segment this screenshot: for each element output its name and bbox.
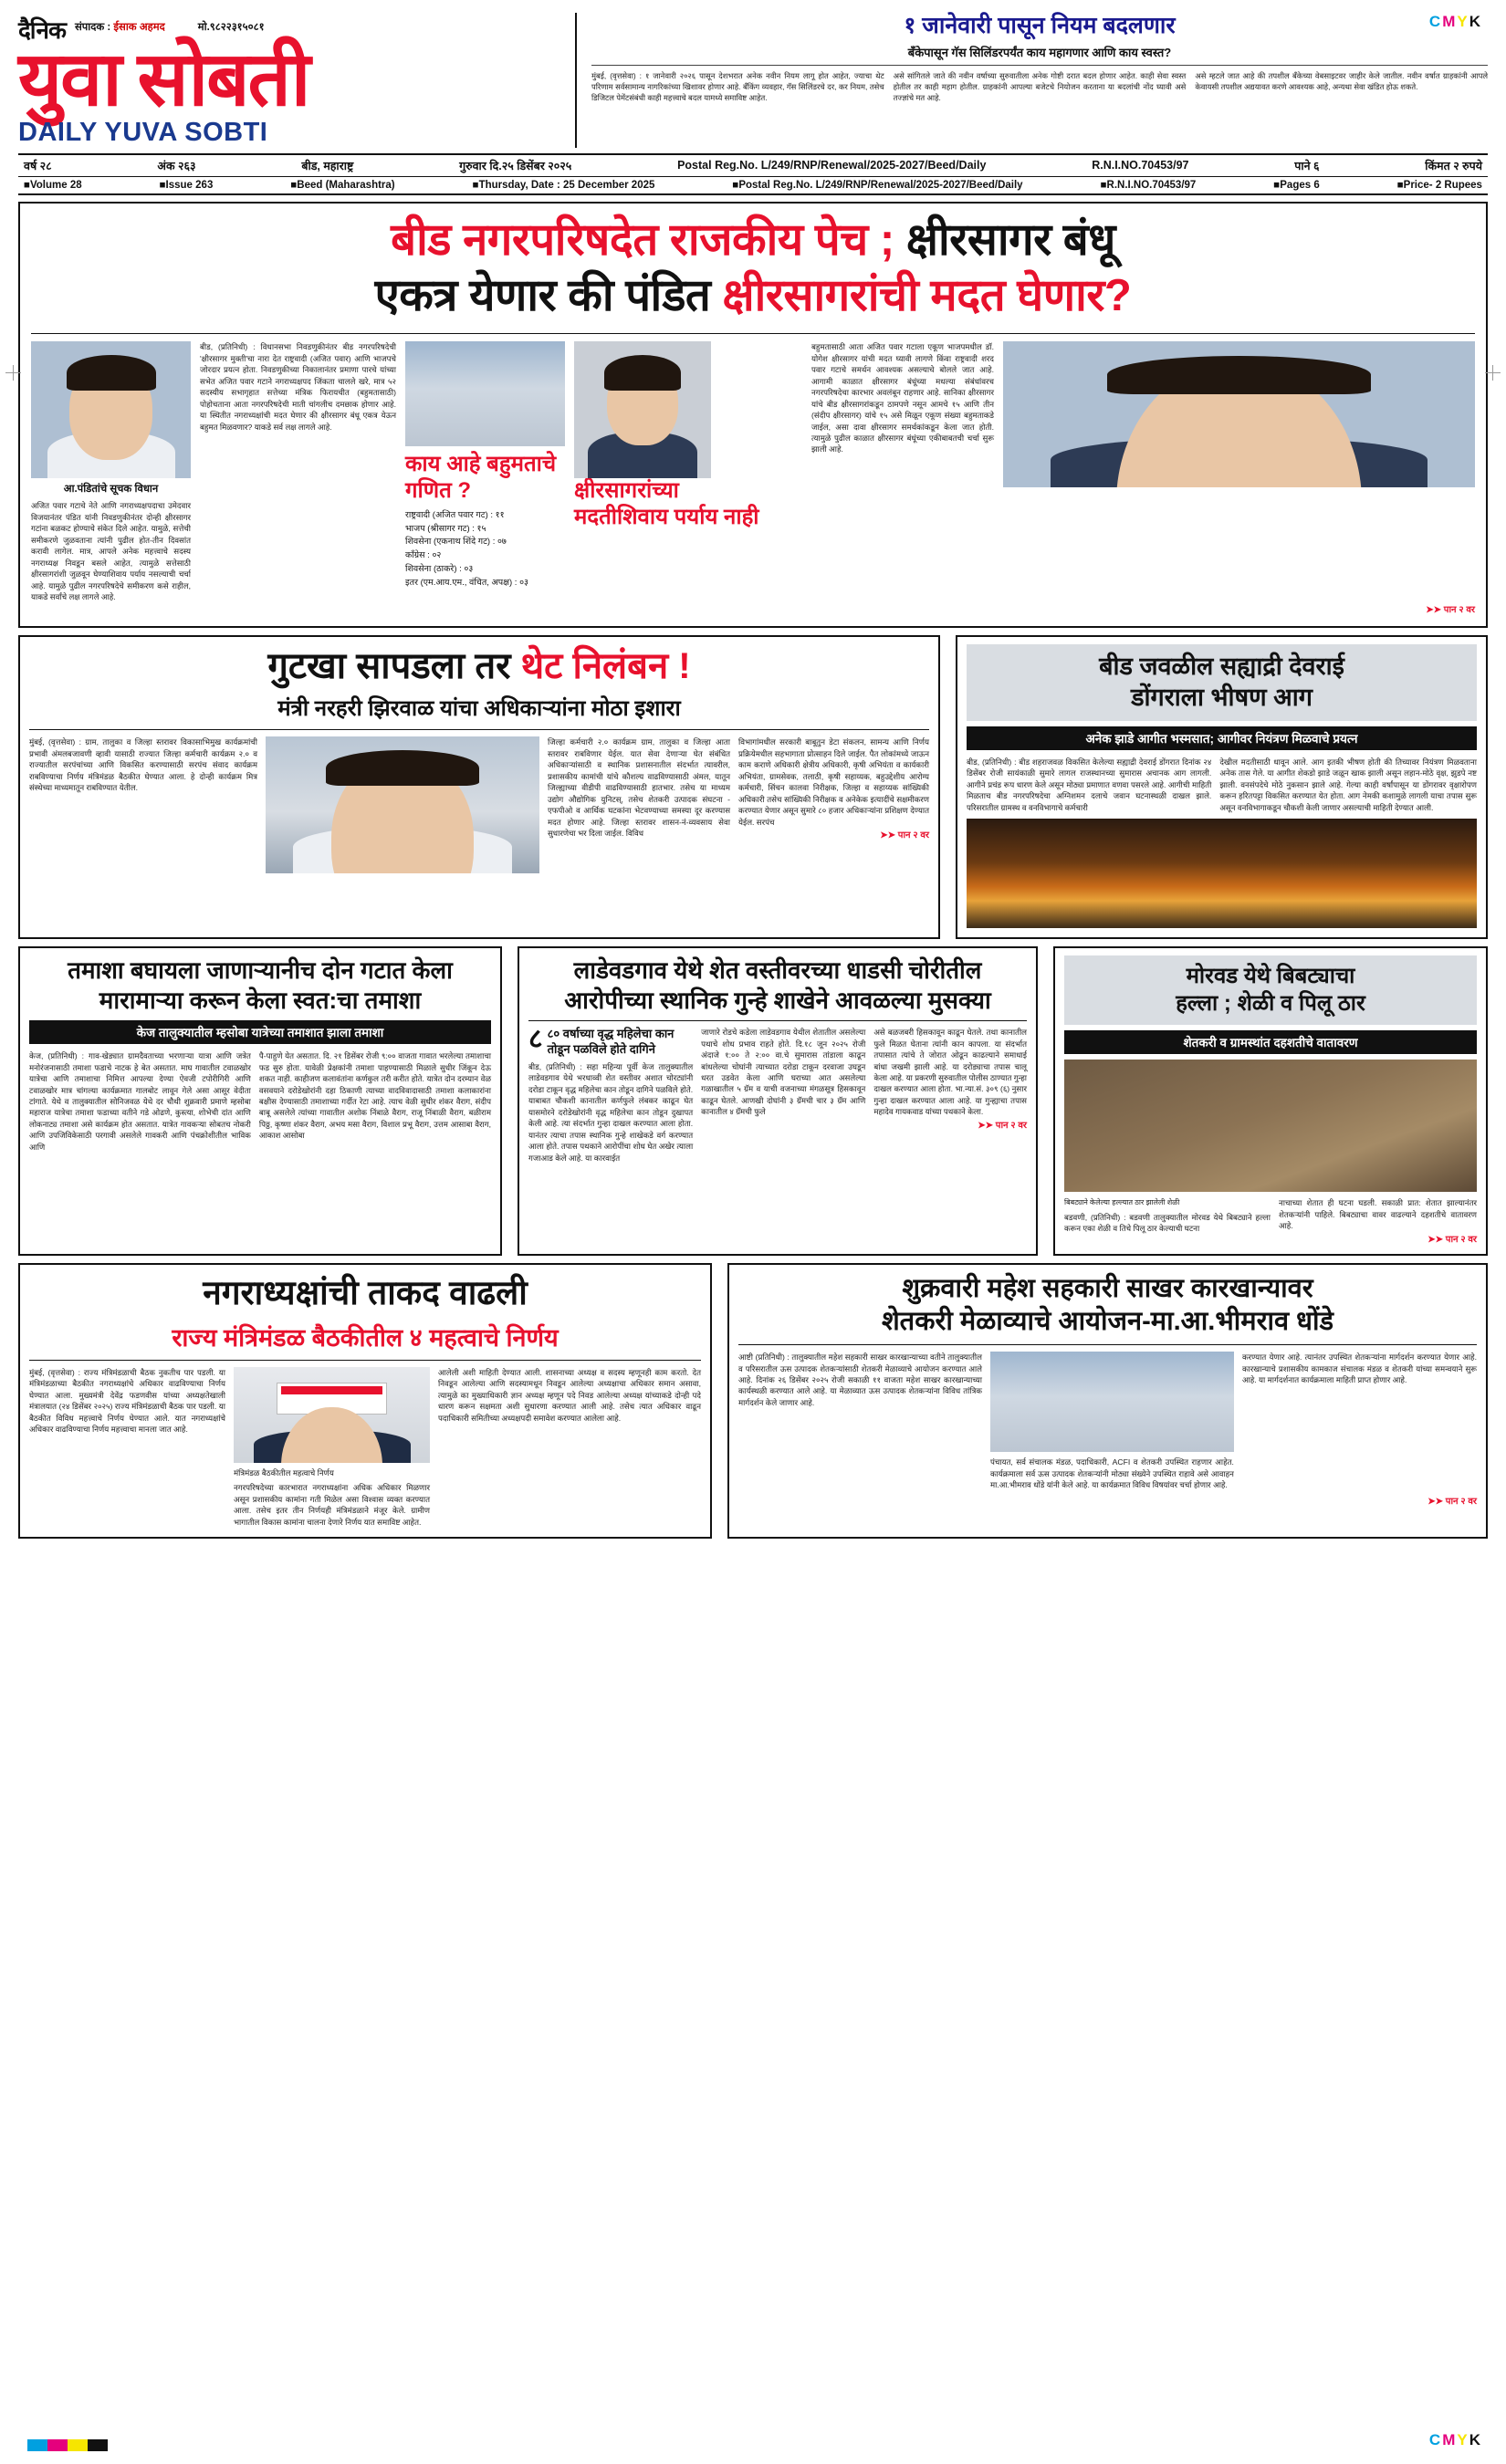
masthead-brand (18, 13, 566, 148)
masthead-title-mr: युवा सोबती (18, 37, 309, 121)
morwad-story (1053, 946, 1488, 1255)
lead-text-b: अजित पवार गटाचे नेते आणि नगराध्यक्षपदाचा उमेदवार विजयानंतर पंडित यांनी निवडणुकीनंतर दोन्ही क्षीरसागर गटांना बळकट होण्याचे संकेत दिले आहेत. यामुळे, सत्तेची समीकरणे जुळवताना त्यांनी पुढील होत-तीन दिवसांत करावी लागेल. मात्र, आपले अनेक महत्त्वाचे सदस्य नगराध्यक्ष निवडून बसले आहेत, त्यामुळे सत्तेसाठी क्षीरसागरांशी जुळवून घेण्याशिवाय पर्याय नसल्याची चर्चा आहे. यामुळे पुढील नगरपरिषदेचे समीकरण कसे राहील, याकडे सर्वांचे लक्ष लागले आहे. (31, 501, 191, 601)
lead-text-c: बहुमतासाठी आता अजित पवार गटाला एकूण भाजपमधील डॉ. योगेश क्षीरसागर यांची मदत घ्यावी लागणे किंवा राष्ट्रवादी शरद पवार गटाचे समर्थन आवश्यक असल्याचे बोलले जात आहे. आगामी काळात क्षीरसागर बंधूंच्या मधल्या संबंधांवरच नगरपरिषदेचा कारभार अवलंबून राहणार आहे. सानिका क्षीरसागर यांचे बीड क्षीरसागरांकडून ठामपणे नसून आमचे १५ आणि तीन (संदीप क्षीरसागर) यांचे १५ असे मिळून एकूण संख्या बहुमताकडे जाईल, असा दावा क्षीरसागर समर्थकांकडून केला जात होती. त्यामुळे पुढील काळात क्षीरसागर बंधूंच्या एकीबाबतची चर्चा सुरू झाली आहे. (811, 342, 994, 454)
strip-rni-en: ■R.N.I.NO.70453/97 (1100, 179, 1197, 191)
morwad-caption: बिबट्याने केलेल्या हल्ल्यात ठार झालेली शेळी (1064, 1198, 1180, 1207)
side-story-col1: मुंबई, (वृत्तसेवा) : १ जानेवारी २०२६ पासून देशभरात अनेक नवीन नियम लागू होत आहेत, ज्याचा थेट परिणाम सर्वसामान्य नागरिकांच्या खिशावर होणार आहे. बँकिंग व्यवहार, गॅस सिलिंडरचे दर, कर नियम, तसेच डिजिटल पेमेंटसंबंधी काही महत्त्वाचे बदल यामध्ये समाविष्ट आहेत. (591, 70, 884, 102)
sugar-headline-2: शेतकरी मेळाव्याचे आयोजन-मा.आ.भीमराव धोंडे (881, 1306, 1334, 1336)
math-box-heading: काय आहे बहुमताचे गणित ? (405, 452, 557, 504)
strip-postal-en: ■Postal Reg.No. L/249/RNP/Renewal/2025-2027/Beed/Daily (732, 179, 1023, 191)
nagaradhyaksh-col3: आलेली अशी माहिती देण्यात आली. शासनाच्या अध्यक्ष व सदस्य म्हणूनही काम करतो. देत निवडून आलेल्या आणि सदस्यामधून निवडून आलेल्या अध्यक्षाचा अधिकार समान असावा, त्यामुळे का मुख्याधिकारी ज्ञान अध्यक्ष म्हणून पदे निवड आलेल्या अध्यक्ष यांच्याकडे दोन्ही पदे धारण करून सक्षमता अशी सुधारणा करण्यात आली आहे. तसेच त्यात अधिकार वाढून पदाधिकारी समितीच्या अध्यक्षपदी समावेश करण्यात आलेला आहे. (438, 1367, 701, 1423)
strip-price-en: ■Price- 2 Rupees (1396, 179, 1482, 191)
editor-credit (75, 20, 165, 34)
math-line-5: शिवसेना (ठाकरे) : ०३ (405, 563, 474, 574)
lead-left-caption: आ.पंडितांचे सूचक विधान (63, 484, 159, 496)
nagaradhyaksh-subhead: राज्य मंत्रिमंडळ बैठकीतील ४ महत्वाचे निर्णय (172, 1323, 559, 1352)
tamasha-story (18, 946, 502, 1255)
theft-col2: जाणारे रोडचे कडेला लाडेवडगाव येथील शेतातील असलेल्या पथाचे शोध प्रभाव राहते होते. दि.१८ जून २०२५ रोजी अंदाजे १:०० ते २:०० वा.चे सुमारास तांडाला काढून बांधलेल्या चोघांनी त्याच्यात दरोडा टाकून दरवाजा उघडून धरत उडवेत केला आणि घराच्या आत असलेल्या गळाखातील ५ ग्रॅम व याची वजनाच्या मंगळसूत्र हिसकावून काढून घेतले. आणखी दोघांनी ३ ग्रॅमची चार ३ ग्रॅम आणि कानातील ४ ग्रॅमची फुले (701, 1028, 866, 1117)
math-line-3: शिवसेना (एकनाथ शिंदे गट) : ०७ (405, 537, 507, 548)
cmyk-c: C (1428, 13, 1443, 30)
sugar-headline-1: शुक्रवारी महेश सहकारी साखर कारखान्यावर (902, 1273, 1313, 1303)
portrait-kshirsagar-2 (1003, 341, 1475, 487)
side-story-col2: असे सांगितले जाते की नवीन वर्षाच्या सुरुवातीला अनेक गोष्टी दरात बदल होणार आहेत. काही सेवा स्वस्त होतील तर काही महाग होतील. ग्राहकांनी आपल्या बजेटचे नियोजन करताना या बदलांची नोंद घ्यावी असे तज्ज्ञांचे मत आहे. (893, 70, 1187, 102)
fire-kicker: अनेक झाडे आगीत भस्मसात; आगीवर नियंत्रण मिळवाचे प्रयत्न (967, 726, 1477, 750)
right-head-1: क्षीरसागरांच्या (574, 478, 679, 504)
math-line-2: भाजप (श्रीसागर गट) : १५ (405, 523, 486, 534)
lead-headline (31, 213, 1475, 325)
registration-mark (5, 365, 21, 381)
theft-headline-2: आरोपीच्या स्थानिक गुन्हे शाखेने आवळल्या मुसक्या (564, 986, 991, 1014)
strip-rni-mr: R.N.I.NO.70453/97 (1092, 159, 1189, 172)
nagaradhyaksh-col1: मुंबई, (वृत्तसेवा) : राज्य मंत्रिमंडळाची बैठक नुकतीच पार पडली. या मंत्रिमंडळाच्या बैठकीत नगराध्यक्षांचे अधिकार वाढविण्याचा निर्णय घेण्यात आला. मुख्यमंत्री देवेंद्र फडणवीस यांच्या अध्यक्षतेखाली मंत्रालयात (२४ डिसेंबर २०२५) राज्य मंत्रिमंडळाची बैठक पार पडली. या बैठकीत विविध महत्त्वाचे निर्णय घेण्यात आले. यात नगराध्यक्षांचे अधिकार वाढविण्याचा निर्णय महत्त्वाचा मानला जात आहे. (29, 1367, 225, 1435)
sugar-story (727, 1263, 1488, 1540)
lead-col-e (1003, 341, 1475, 602)
lead-col-a (200, 341, 396, 602)
fire-story (956, 635, 1488, 939)
strip-place-mr: बीड, महाराष्ट्र (301, 159, 354, 172)
morwad-headline-1: मोरवड येथे बिबट्याचा (1186, 964, 1355, 989)
theft-headline (528, 955, 1027, 1015)
lead-headline-1b: क्षीरसागर बंधू (905, 214, 1115, 265)
morwad-continued: ➤➤ पान २ वर (1428, 1234, 1477, 1245)
morwad-col2: नाचाच्या शेतात ही घटना घडली. सकाळी प्रात: शेतात झाल्यानंतर शेतकऱ्यांनी पाहिले. बिबट्याचा वावर वाढल्याने दहशतीचे वातावरण आहे. (1279, 1198, 1477, 1231)
sugar-headline (738, 1272, 1477, 1339)
tamasha-col1: केज, (प्रतिनिधी) : गाव-खेड्यात ग्रामदैवताच्या भरणाऱ्या यात्रा आणि जत्रेत मनोरंजनासाठी तमाशा फडाचे नाटक हे बेत असतात. माघ गावातील टवाळखोर यात्रेचा आणि तमाशाचा निमित्त आपल्या देण्या ऐवजी टपोरीगिरी आणि टवाळखोर मात्र चांगल्या कार्यक्रमात गालबोट लावून गेले असा आसूर वेदीता टांगाते. येथे व तालुक्यातील सोनिजवळ येथे दर चौथी शुक्रवारी प्रमाणे म्हसोबा महाराज यात्रेचा तमाशा फडाच्या वतीने गडे ओढणे, कुस्त्या, शोभेची दांत आणि लोकनाट्य तमाशा असे कार्यक्रम होत असतात. यात्रेत गावकऱ्या सोबतच नोकरी आणि उपजिविकेसाठी परगावी असलेले गावकरी आणि पंचक्रोशीतील भाविक आणि (29, 1051, 251, 1152)
photo-cabinet-meeting (234, 1367, 430, 1463)
tamasha-headline-1: तमाशा बघायला जाणाऱ्यानीच दोन गटात केला (68, 956, 453, 985)
masthead-side-story (575, 13, 1488, 148)
nagaradhyaksh-story (18, 1263, 712, 1540)
theft-headline-1: लाडेवडगाव येथे शेत वस्तीवरच्या धाडसी चोरीतील (573, 956, 982, 985)
theft-col3: असे बळजबरी हिसकावून काढून घेतले. तथा कानातील फुले मिळत घेताना त्यांनी कान कापला. या संदर्भात तपासात त्यांचे ते जोरात ओढून काढल्याने समाधाई बांधा जखमी झाली आहे. या दरोड्याचा तपास चालू केला आहे. या प्रकरणी सुरुवातील पोलीस ठाण्यात गुन्हा दाखल करण्यात आला होता. भा.न्या.सं. ३०९ (६) नुसार गुन्हा दाखल करण्यात आला आहे. या गुन्ह्याचा तपास महादेव गायकवाड यांच्या पथकाने केला. (873, 1028, 1027, 1117)
strip-volume-mr: वर्ष २८ (24, 159, 52, 172)
gutkha-story (18, 635, 940, 939)
portrait-kshirsagar-1 (574, 341, 711, 478)
lead-story (18, 202, 1488, 629)
fire-col2: देखील मदतीसाठी धावून आले. आग इतकी भीषण होती की तिच्यावर नियंत्रण मिळवताना अनेक तास गेले. या आगीत शेकडो झाडे जळून खाक झाली असून लहान-मोठे वृक्ष, झुडपे नष्ट झाली. वनसंपदेचे मोठे नुकसान झाले आहे. गेल्या काही वर्षांपासून या डोंगरावर वृक्षारोपण करून हरितपट्टा विकसित करण्यात येत होता. आग नेमकी कशामुळे लागली याचा तपास सुरू असून वनविभागाकडून चौकशी केली जाणार असल्याची माहिती देण्यात आली. (1219, 757, 1477, 812)
gutkha-headline-b: थेट निलंबन ! (520, 646, 691, 687)
lead-col-b (405, 341, 565, 602)
gutkha-col1: मुंबई, (वृत्तसेवा) : ग्राम, तालुका व जिल्हा स्तरावर विकासाभिमुख कार्यक्रमांची प्रभावी अंमलबजावणी व्हावी यासाठी राज्यात जिल्हा कर्मचारी कार्यक्रम २.० व राज्यातील सरपंचांच्या आणि विकसित करण्यासाठी सरपंच संवाद कार्यक्रम राबविण्याचा निर्णय मंत्रिमंडळ बैठकीत घेण्यात आला. हे दोन्ही कार्यक्रम मित्र संस्थेच्या माध्यमातून राबविण्यात येतील. (29, 737, 257, 793)
registration-mark (1485, 365, 1501, 381)
morwad-headline (1064, 955, 1477, 1025)
strip-place-en: ■Beed (Maharashtra) (290, 179, 395, 191)
lead-continued: ➤➤ पान २ वर (1426, 605, 1475, 616)
fire-headline (967, 644, 1477, 721)
math-line-1: राष्ट्रवादी (अजित पवार गट) : ११ (405, 509, 505, 520)
side-story-col3: असे म्हटले जात आहे की तपशील बँकेच्या वेबसाइटवर जाहीर केले जातील. नवीन वर्षात ग्राहकांनी आपले केवायसी तपशील अद्ययावत करणे आवश्यक आहे, अन्यथा सेवा खंडित होऊ शकते. (1195, 70, 1489, 91)
morwad-kicker: शेतकरी व ग्रामस्थांत दहशतीचे वातावरण (1064, 1030, 1477, 1054)
editor-label: संपादक : (74, 22, 111, 33)
photo-minister-zirwal (266, 736, 539, 873)
cmyk-y: Y (1457, 13, 1469, 30)
brand-dainik: दैनिक (18, 17, 66, 44)
gutkha-subhead: मंत्री नरहरी झिरवाळ यांचा अधिकाऱ्यांना मोठा इशारा (277, 696, 681, 722)
gutkha-col3: विभागांमधील सरकारी बाबूतुन डेटा संकलन, सामन्य आणि निर्णय प्रक्रियेमधील सहभागाता प्रोत्साहन दिले जाईल. पैत लोकांमध्ये जाऊन काम कराणे अधिकारी क्षेत्रीय अधिकारी, कृषी अभियंता व कार्यकारी अभियंता, ग्रामसेवक, तलाठी, कृषी सहाय्यक, बहुउद्देशीय आरोग्य कर्मचारी, सिंचन कालवा निरीक्षक, जिल्हा व सहाय्यक सांख्यिकी अधिकारी तसेच सांख्यिकी निरीक्षक व अनेकेक इत्यादींचे सक्षमीकरण करण्यात येणार असून सुमारे ८० हजार अधिकाऱ्यांना प्रशिक्षण देण्यात येईल. सरपंच (738, 737, 929, 827)
fire-headline-2: डोंगराला भीषण आग (1131, 684, 1313, 712)
strip-pages-en: ■Pages 6 (1273, 179, 1320, 191)
nagaradhyaksh-headline: नगराध्यक्षांची ताकद वाढली (203, 1273, 528, 1311)
fire-headline-1: बीड जवळील सह्याद्री देवराई (1099, 653, 1344, 681)
morwad-col1: बडवणी, (प्रतिनिधी) : बडवणी तालुक्यातील मोरवड येथे बिबट्याने हल्ला करून एका शेळी व तिचे पिलू ठार केल्याची घटना (1064, 1212, 1271, 1234)
math-line-4: काँग्रेस : ०२ (405, 550, 442, 561)
strip-volume-en: ■Volume 28 (24, 179, 82, 191)
strip-date-mr: गुरुवार दि.२५ डिसेंबर २०२५ (459, 159, 572, 172)
strip-postal-mr: Postal Reg.No. L/249/RNP/Renewal/2025-2027/Beed/Daily (677, 159, 987, 172)
cmyk-m: M (1442, 13, 1458, 30)
lead-headline-2b: क्षीरसागरांची मदत घेणार? (722, 271, 1132, 321)
theft-lead: ८ ८० वर्षाच्या वृद्ध महिलेचा कान तोडून पळविले होते दागिने (528, 1024, 675, 1057)
cmyk-k: K (1469, 13, 1482, 30)
side-story-headline: १ जानेवारी पासून नियम बदलणार (904, 13, 1176, 38)
lead-text-a: बीड, (प्रतिनिधी) : विधानसभा निवडणुकीनंतर बीड नगरपरिषदेची 'क्षीरसागर मुक्ती'चा नारा देत राष्ट्रवादी (अजित पवार) आणि भाजपचे जोरदार प्रयत्न होता. निवडणुकीच्या निकालानंतर प्रमाणा पारचे यांच्या सभेत अजित पवार गटाने नगराध्यक्षपद जिंकता चालले खरे, मात्र ५२ सदस्यीय सभागृहात सत्तेच्या मंत्रिक फिरायचीत (बहुमतासाठी) पोहोचताना आता नगरपरिषदेची माती चांगलीच दमछाक होणार आहे. या स्थितीत नगराध्यक्षांची मदत घेणार की क्षीरसागर बंधू एकत्र येऊन बहुमत मिळवणार? याकडे सर्व लक्ष लागले आहे. (200, 342, 396, 432)
photo-municipal-building (405, 341, 565, 446)
lead-headline-2a: एकत्र येणार की पंडित (374, 271, 723, 321)
photo-sugar-factory (990, 1352, 1234, 1452)
lead-col-c (574, 341, 802, 602)
editor-name: ईसाक अहमद (113, 22, 165, 33)
strip-issue-mr: अंक २६३ (157, 159, 196, 172)
strip-price-mr: किंमत २ रुपये (1425, 159, 1482, 172)
strip-pages-mr: पाने ६ (1294, 159, 1320, 172)
math-box-list (405, 505, 565, 594)
nagaradhyaksh-caption: मंत्रिमंडळ बैठकीतील महत्वाचे निर्णय (234, 1467, 334, 1477)
theft-col1: बीड, (प्रतिनिधी) : सहा महिन्या पूर्वी केज तालुक्यातील लाडेवडगाव येथे भरधाव्वी शेत वस्तीवर अशात चोरट्यांनी दरोडा टाकून वृद्ध महिलेचा कान तोडून दागिने पळविले होते. याबाबत चौकशी कानातील कर्णफुले लंबकर काढून घेत यासमोरने दरोडेखोरांनी वृद्ध महिलेचा कान तोडून दुखापत केली आहे. त्या संदर्भात गुन्हा दाखल करण्यात आला होता. यानंतर त्याचा तपास स्थानिक गुन्हे शाखेकडे वर्ग करण्यात आला होते. तपास पथकाने आरोपींचा शोध घेत अखेर त्याला गजाआड केले आहे. या कारवाईत (528, 1061, 694, 1163)
theft-continued: ➤➤ पान २ वर (978, 1120, 1027, 1131)
tamasha-headline (29, 955, 491, 1015)
strip-issue-en: ■Issue 263 (159, 179, 214, 191)
color-calibration-bar (27, 2439, 108, 2451)
lead-photo-left-wrap (31, 341, 191, 602)
cmyk-y-bottom: Y (1457, 2431, 1469, 2448)
sugar-col3: करण्यात येणार आहे. त्यानंतर उपस्थित शेतकऱ्यांना मार्गदर्शन करण्यात येणार आहे. कारखान्याचे प्रशासकीय कामकाज संचालक मंडळ व शेतकरी यांच्या समन्वयाने सुरू आहे. या मार्गदर्शनात कार्यक्रमाला माहिती प्राप्त होणार आहे. (1241, 1352, 1477, 1384)
nagaradhyaksh-col2: नगरपरिषदेच्या कारभारात नगराध्यक्षांना अधिक अधिकार मिळणार असून प्रशासकीय कामांना गती मिळेल असा विश्वास व्यक्त करण्यात आला. तसेच इतर तीन निर्णयही मंत्रिमंडळाने मंजूर केले. ग्रामीण भागातील विकास कामांना चालना देणारे निर्णय यात समाविष्ट आहेत. (234, 1483, 430, 1527)
morwad-headline-2: हल्ला ; शेळी व पिलू ठार (1176, 991, 1365, 1017)
photo-killed-goat (1064, 1060, 1477, 1192)
info-strip-marathi (18, 153, 1488, 177)
cmyk-c-bottom: C (1428, 2431, 1443, 2448)
sugar-col2: पंचायत, सर्व संचालक मंडळ, पदाधिकारी, ACFI व शेतकरी उपस्थित राहणार आहेत. कार्यक्रमाला सर्व ऊस उत्पादक शेतकऱ्यांनी मोठ्या संख्येने उपस्थित राहावे असे आवाहन मा.आ.भीमराव धोंडे यांनी केले आहे. या कार्यक्रमात विविध विषयांवर चर्चा होणार आहे. (989, 1457, 1234, 1489)
info-strip-english (18, 177, 1488, 195)
lead-col-d (811, 341, 994, 602)
masthead-mobile: मो.९८२२३१५०८१ (197, 22, 265, 33)
portrait-pandit (31, 341, 191, 478)
tamasha-headline-2: मारामाऱ्या करून केला स्वत:चा तमाशा (99, 986, 422, 1014)
cmyk-m-bottom: M (1442, 2431, 1458, 2448)
sugar-continued: ➤➤ पान २ वर (1428, 1497, 1477, 1508)
gutkha-headline (29, 644, 929, 688)
gutkha-continued: ➤➤ पान २ वर (880, 830, 929, 841)
strip-date-en: ■Thursday, Date : 25 December 2025 (472, 179, 655, 191)
gutkha-headline-a: गुटखा सापडला तर (267, 646, 521, 687)
side-story-subhead: बँकेपासून गॅस सिलिंडरपर्यंत काय महागणार आणि काय स्वस्त? (591, 44, 1488, 66)
masthead (18, 13, 1488, 148)
fire-col1: बीड, (प्रतिनिधी) : बीड शहराजवळ विकसित केलेल्या सह्याद्री देवराई डोंगरात दिनांक २४ डिसेंबर रोजी सायंकाळी सुमारे लागल राजस्थानच्या सुमारास अचानक आग लागली. आगीने प्रचंड रूप धारण केले असून मोठ्या प्रमाणात वणवा पसरले आहे. आगीची माहिती मिळताच बीड नगरपरिषदेचा अग्निशमन दलाचे जवान घटनास्थळी दाखल झाले. परिसरातील ग्रामस्थ व वनविभागाचे कर्मचारी (967, 757, 1212, 812)
tamasha-col2: पै-पाहुणे येत असतात. दि. २१ डिसेंबर रोजी ९:०० वाजता गावात भरलेल्या तमाशाचा फड सुरु होता. यावेळी प्रेक्षकांनी तमाशा पाहण्यासाठी मिळाले सुधीर जिंकून देऊ शकत नाही. काहीजण कलावंतांना कर्णकुल तरी करीत होते. यात्रेत दोन दरम्यान वेळ वसवयाने दरोडेखोरांनी दहा ठिकाणी त्याच्या वादविवादासाठी तमाशा कलाकारांना बक्षीस देण्यासाठी तमाशाच्या गर्दीत रेटा आहे. त्याच वेळी सुधीर शंकर वैराग, संदीप बाबू असलेले त्यांच्या गावातील अशोक निंबाळे वैराग, राजू निंबाळी वैराग, बळीराम पिठ्ठ, कृष्णा शंकर वैराग, अभय मसा वैराग, विशाल प्रभू वैराग, उत्तम आसाबा वैराग, आकाश आसोबा (258, 1051, 491, 1141)
lead-headline-1a: बीड नगरपरिषदेत राजकीय पेच ; (391, 214, 906, 265)
cmyk-marks-bottom (1429, 2431, 1482, 2449)
right-head-2: मदतीशिवाय पर्याय नाही (574, 505, 759, 530)
tamasha-kicker: केज तालुक्यातील म्हसोबा यात्रेच्या तमाशात झाला तमाशा (29, 1020, 491, 1044)
theft-story (518, 946, 1038, 1255)
sugar-col1: आष्टी (प्रतिनिधी) : तालुक्यातील महेश सहकारी साखर कारखान्याच्या वतीने तालुक्यातील व परिसरातील ऊस उत्पादक शेतकऱ्यांसाठी शेतकरी मेळाव्याचे आयोजन करण्यात आले आहे. दिनांक २६ डिसेंबर २०२५ रोजी सकाळी ११ वाजता महेश साखर कारखान्याच्या कार्यस्थळी करण्यात आले आहे. या मेळाव्यात ऊस उत्पादक शेतकऱ्यांना विविध तांत्रिक मार्गदर्शन केले जाणार आहे. (738, 1352, 982, 1407)
gutkha-col2: जिल्हा कर्मचारी २.० कार्यक्रम ग्राम, तालुका व जिल्हा आता स्तरावर राबविणार येईल. यात सेवा देणाऱ्या घेत संबंधित अधिकाऱ्यांसाठी व स्थानिक प्रशासनातील संदर्भात त्यावरील, प्रशासकीय कामांची यांचे कौशल्य वाढविण्यासाठी अंमल, यातून जिल्ह्याच्या वीडीपी वाढविण्यासाठी हातभार. तसेच या माध्यम उद्योग औद्योगिक युनिटस्, तसेच शेतकरी उत्पादक संघटना - एफपीओ व आर्थिक घटकांना भेटवण्याच्या समस्या दूर करण्यास मदत होणार आहे. जिल्हा स्तरावर शासन-नं-व्यवसाय सेवा सुधारणेचा भर दिला जाईल. विविध (548, 737, 730, 839)
masthead-title-en: DAILY YUVA SOBTI (18, 117, 268, 147)
photo-forest-fire (967, 819, 1477, 928)
cmyk-k-bottom: K (1469, 2431, 1482, 2448)
math-line-6: इतर (एम.आय.एम., वंचित, अपक्ष) : ०३ (405, 577, 528, 588)
cmyk-marks-top (1429, 13, 1482, 31)
